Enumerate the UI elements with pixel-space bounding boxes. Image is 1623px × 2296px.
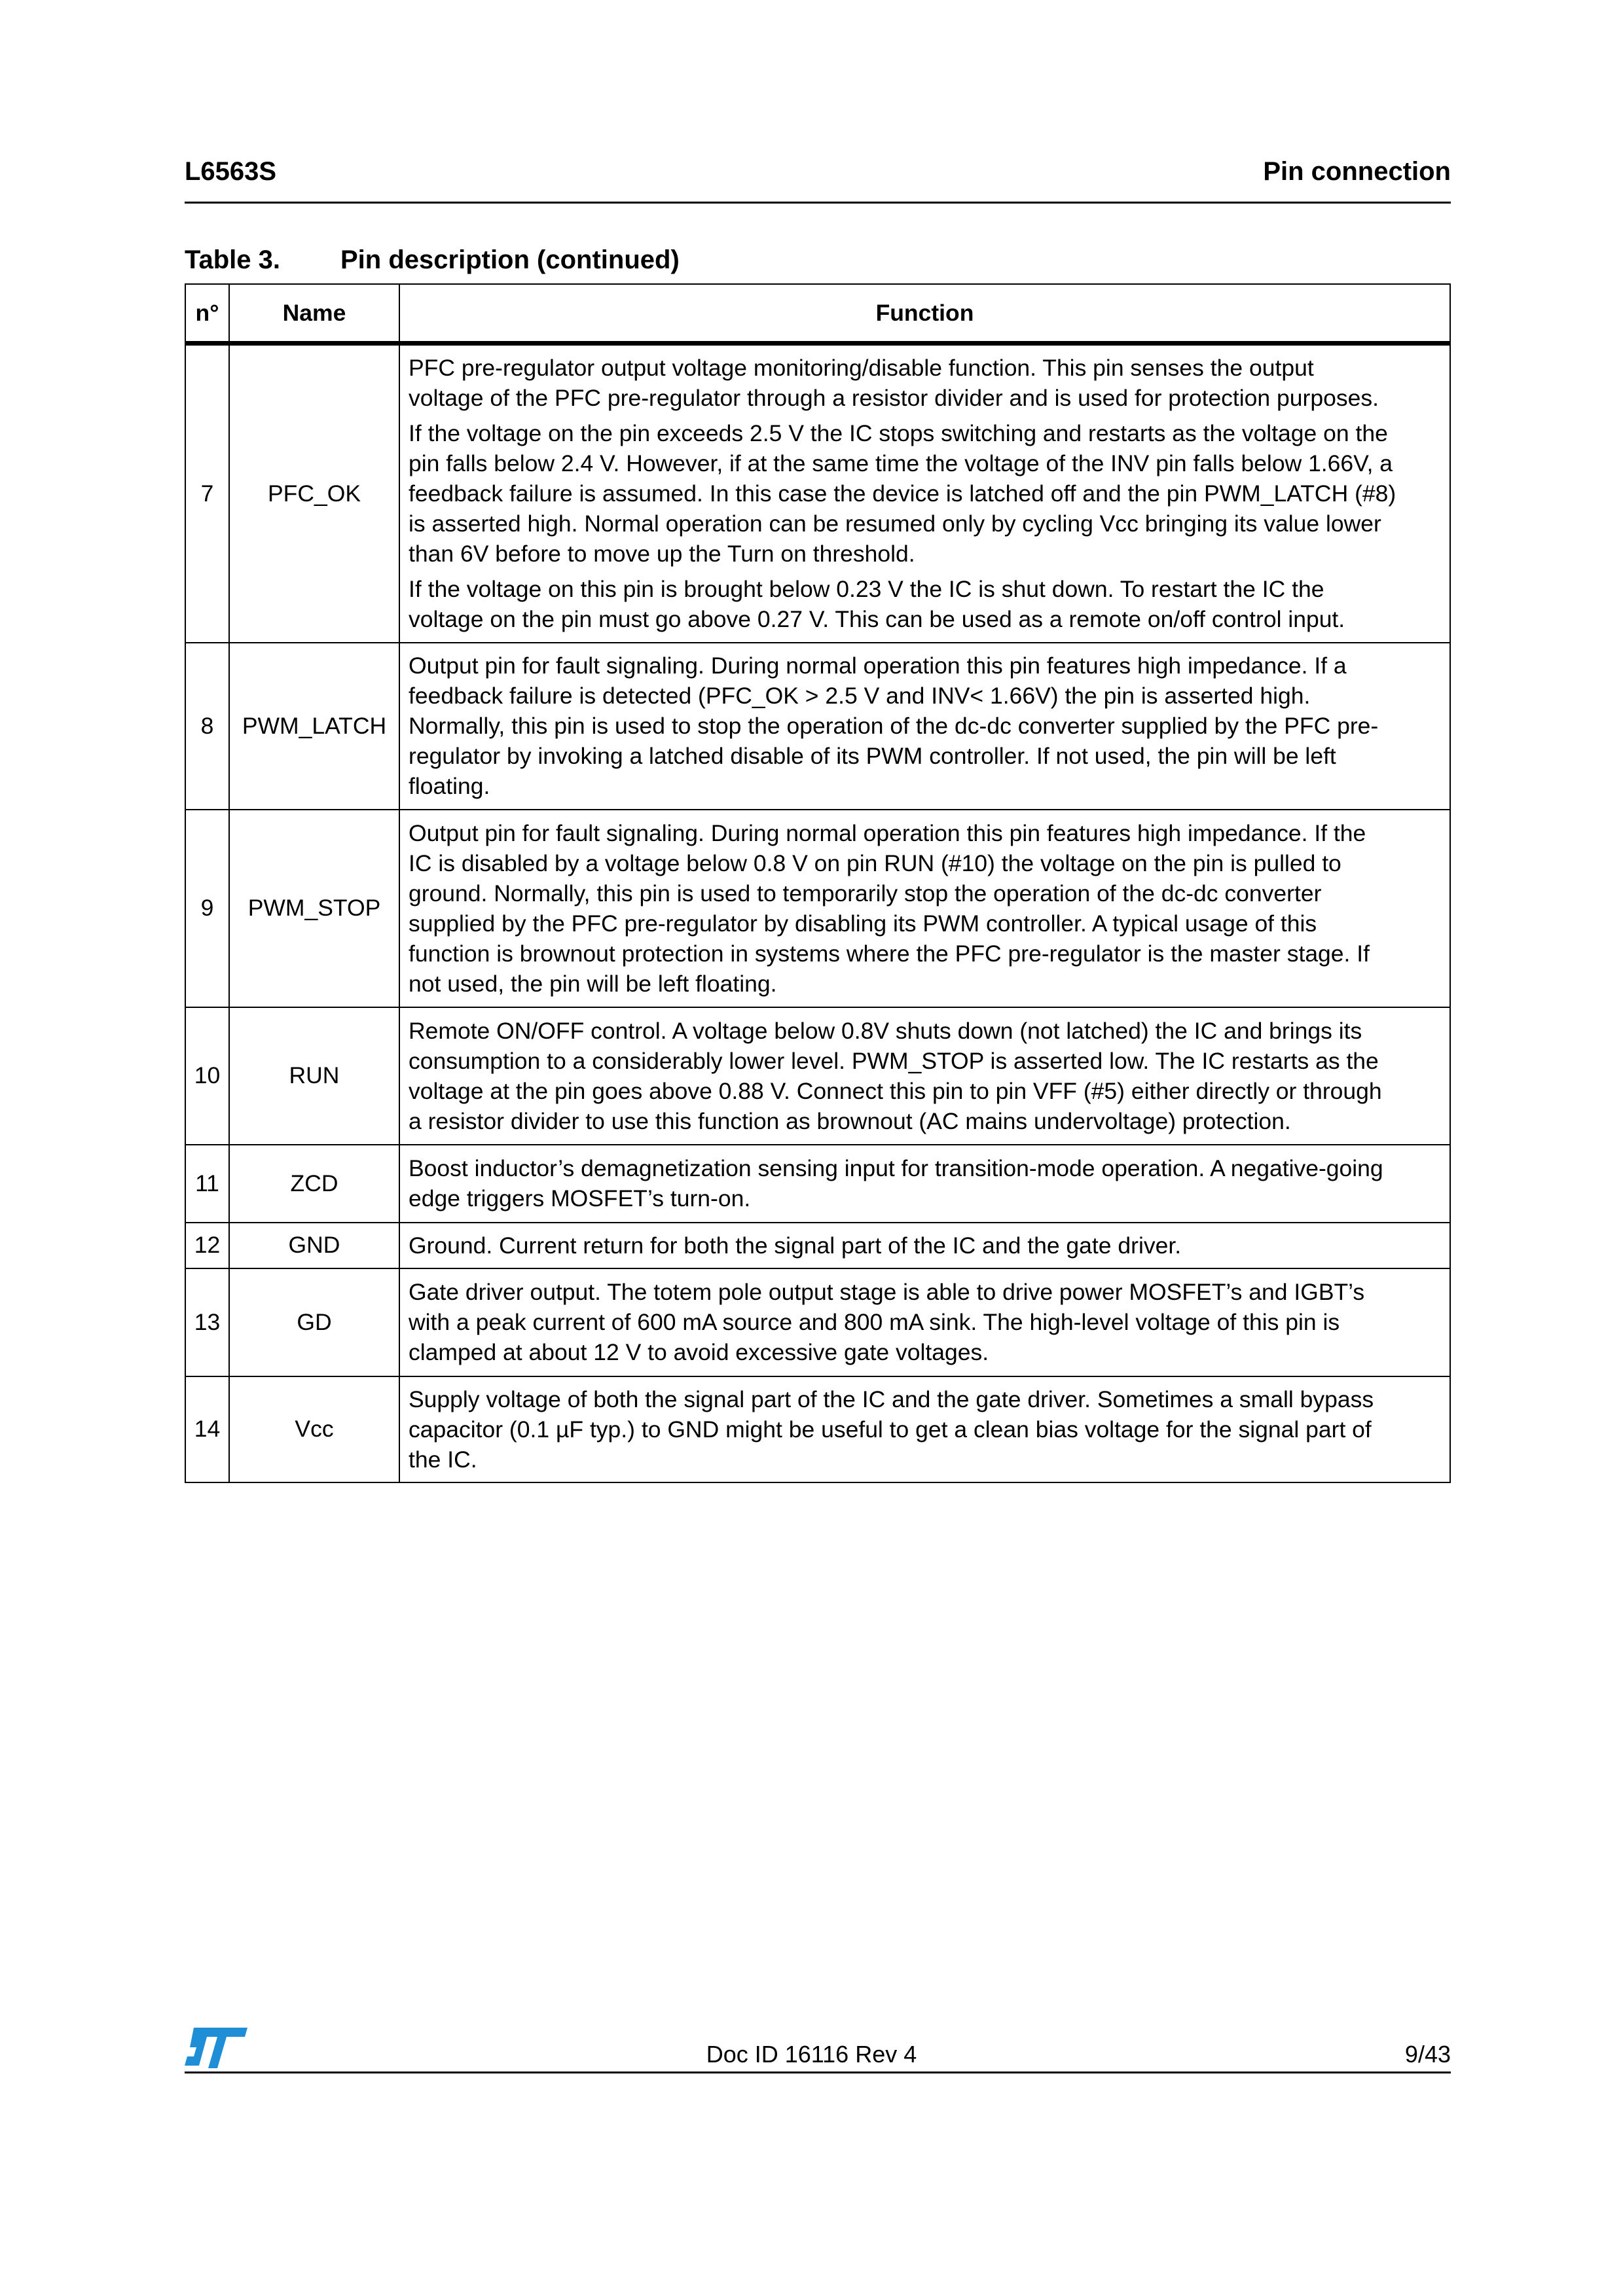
function-line: than 6V before to move up the Turn on threshold. (409, 541, 915, 567)
pin-function (399, 1145, 1450, 1223)
table-number: Table 3. (185, 245, 280, 274)
pin-function (399, 1268, 1450, 1376)
function-paragraph (409, 1384, 1443, 1475)
function-line: voltage at the pin goes above 0.88 V. Connect this pin to pin VFF (#5) either directly or through (409, 1077, 1382, 1104)
table-row (185, 1376, 1450, 1482)
pin-function (399, 810, 1450, 1007)
function-line: IC is disabled by a voltage below 0.8 V on pin RUN (#10) the voltage on the pin is pulled to (409, 850, 1341, 876)
table-header-row (185, 284, 1450, 344)
table-caption (185, 245, 680, 275)
column-header-name: Name (229, 284, 399, 344)
function-line: consumption to a considerably lower level. PWM_STOP is asserted low. The IC restarts as the (409, 1047, 1379, 1074)
function-line: Normally, this pin is used to stop the operation of the dc-dc converter supplied by the PFC pre- (409, 713, 1379, 739)
function-line: supplied by the PFC pre-regulator by disabling its PWM controller. A typical usage of this (409, 910, 1317, 937)
table-title: Pin description (continued) (340, 245, 680, 274)
pin-number: 10 (185, 1007, 229, 1145)
function-line: clamped at about 12 V to avoid excessive gate voltages. (409, 1339, 989, 1365)
function-line: voltage of the PFC pre-regulator through a resistor divider and is used for protection purposes. (409, 385, 1379, 412)
function-line: Remote ON/OFF control. A voltage below 0.8V shuts down (not latched) the IC and brings its (409, 1017, 1362, 1044)
function-line: capacitor (0.1 µF typ.) to GND might be useful to get a clean bias voltage for the signal part of (409, 1416, 1372, 1443)
pin-function (399, 1007, 1450, 1145)
function-paragraph (409, 418, 1443, 569)
function-paragraph (409, 818, 1443, 999)
table-row (185, 1223, 1450, 1268)
function-paragraph (409, 1016, 1443, 1136)
pin-name: GND (229, 1223, 399, 1268)
pin-name: PFC_OK (229, 344, 399, 643)
section-title: Pin connection (1263, 157, 1451, 186)
function-line: pin falls below 2.4 V. However, if at the same time the voltage of the INV pin falls below 1.66V, a (409, 450, 1393, 477)
pin-function (399, 1376, 1450, 1482)
pin-function (399, 344, 1450, 643)
pin-number: 14 (185, 1376, 229, 1482)
table-row (185, 1007, 1450, 1145)
function-paragraph (409, 574, 1443, 634)
function-line: Output pin for fault signaling. During normal operation this pin features high impedance. If the (409, 819, 1366, 846)
function-paragraph (409, 1230, 1443, 1261)
function-line: Output pin for fault signaling. During normal operation this pin features high impedance. If a (409, 653, 1347, 679)
header-divider (185, 202, 1451, 204)
pin-number: 7 (185, 344, 229, 643)
pin-description-table (185, 283, 1451, 1483)
function-line: with a peak current of 600 mA source and 800 mA sink. The high-level voltage of this pin is (409, 1309, 1340, 1335)
document-title: L6563S (185, 157, 277, 186)
function-line: regulator by invoking a latched disable of its PWM controller. If not used, the pin will be left (409, 743, 1336, 769)
pin-number: 11 (185, 1145, 229, 1223)
function-line: Ground. Current return for both the signal part of the IC and the gate driver. (409, 1232, 1182, 1259)
doc-id: Doc ID 16116 Rev 4 (706, 2041, 917, 2068)
pin-function (399, 1223, 1450, 1268)
function-line: floating. (409, 773, 490, 799)
pin-number: 8 (185, 643, 229, 810)
function-line: feedback failure is detected (PFC_OK > 2.5 V and INV< 1.66V) the pin is asserted high. (409, 683, 1311, 709)
pin-name: RUN (229, 1007, 399, 1145)
table-row (185, 810, 1450, 1007)
footer-divider (185, 2072, 1451, 2073)
function-line: PFC pre-regulator output voltage monitoring/disable function. This pin senses the output (409, 355, 1314, 382)
pin-number: 13 (185, 1268, 229, 1376)
function-line: a resistor divider to use this function as brownout (AC mains undervoltage) protection. (409, 1107, 1291, 1134)
pin-name: PWM_LATCH (229, 643, 399, 810)
pin-name: ZCD (229, 1145, 399, 1223)
pin-function (399, 643, 1450, 810)
column-header-function: Function (399, 284, 1450, 344)
function-line: ground. Normally, this pin is used to temporarily stop the operation of the dc-dc converter (409, 880, 1322, 906)
function-line: voltage on the pin must go above 0.27 V. This can be used as a remote on/off control input. (409, 606, 1345, 633)
function-line: Supply voltage of both the signal part of the IC and the gate driver. Sometimes a small bypass (409, 1386, 1374, 1412)
function-line: Gate driver output. The totem pole output stage is able to drive power MOSFET’s and IGBT’s (409, 1279, 1365, 1305)
function-paragraph (409, 1277, 1443, 1367)
pin-name: PWM_STOP (229, 810, 399, 1007)
table-row (185, 1145, 1450, 1223)
pin-name: Vcc (229, 1376, 399, 1482)
column-header-number: n° (185, 284, 229, 344)
table-row (185, 643, 1450, 810)
function-line: is asserted high. Normal operation can be resumed only by cycling Vcc bringing its value lower (409, 511, 1381, 537)
function-line: If the voltage on the pin exceeds 2.5 V the IC stops switching and restarts as the voltage on the (409, 420, 1388, 447)
function-line: feedback failure is assumed. In this case the device is latched off and the pin PWM_LATCH (#8) (409, 480, 1396, 507)
page-number: 9/43 (1404, 2041, 1451, 2068)
function-paragraph (409, 1153, 1443, 1213)
function-line: function is brownout protection in systems where the PFC pre-regulator is the master stage. If (409, 940, 1370, 967)
function-line: Boost inductor’s demagnetization sensing input for transition-mode operation. A negative-going (409, 1155, 1383, 1181)
pin-number: 12 (185, 1223, 229, 1268)
function-line: edge triggers MOSFET’s turn-on. (409, 1185, 751, 1211)
pin-number: 9 (185, 810, 229, 1007)
function-paragraph (409, 651, 1443, 801)
function-line: not used, the pin will be left floating. (409, 970, 777, 997)
table-row (185, 1268, 1450, 1376)
pin-name: GD (229, 1268, 399, 1376)
function-line: the IC. (409, 1446, 477, 1473)
function-line: If the voltage on this pin is brought below 0.23 V the IC is shut down. To restart the IC the (409, 576, 1324, 603)
function-paragraph (409, 353, 1443, 413)
table-row (185, 344, 1450, 643)
